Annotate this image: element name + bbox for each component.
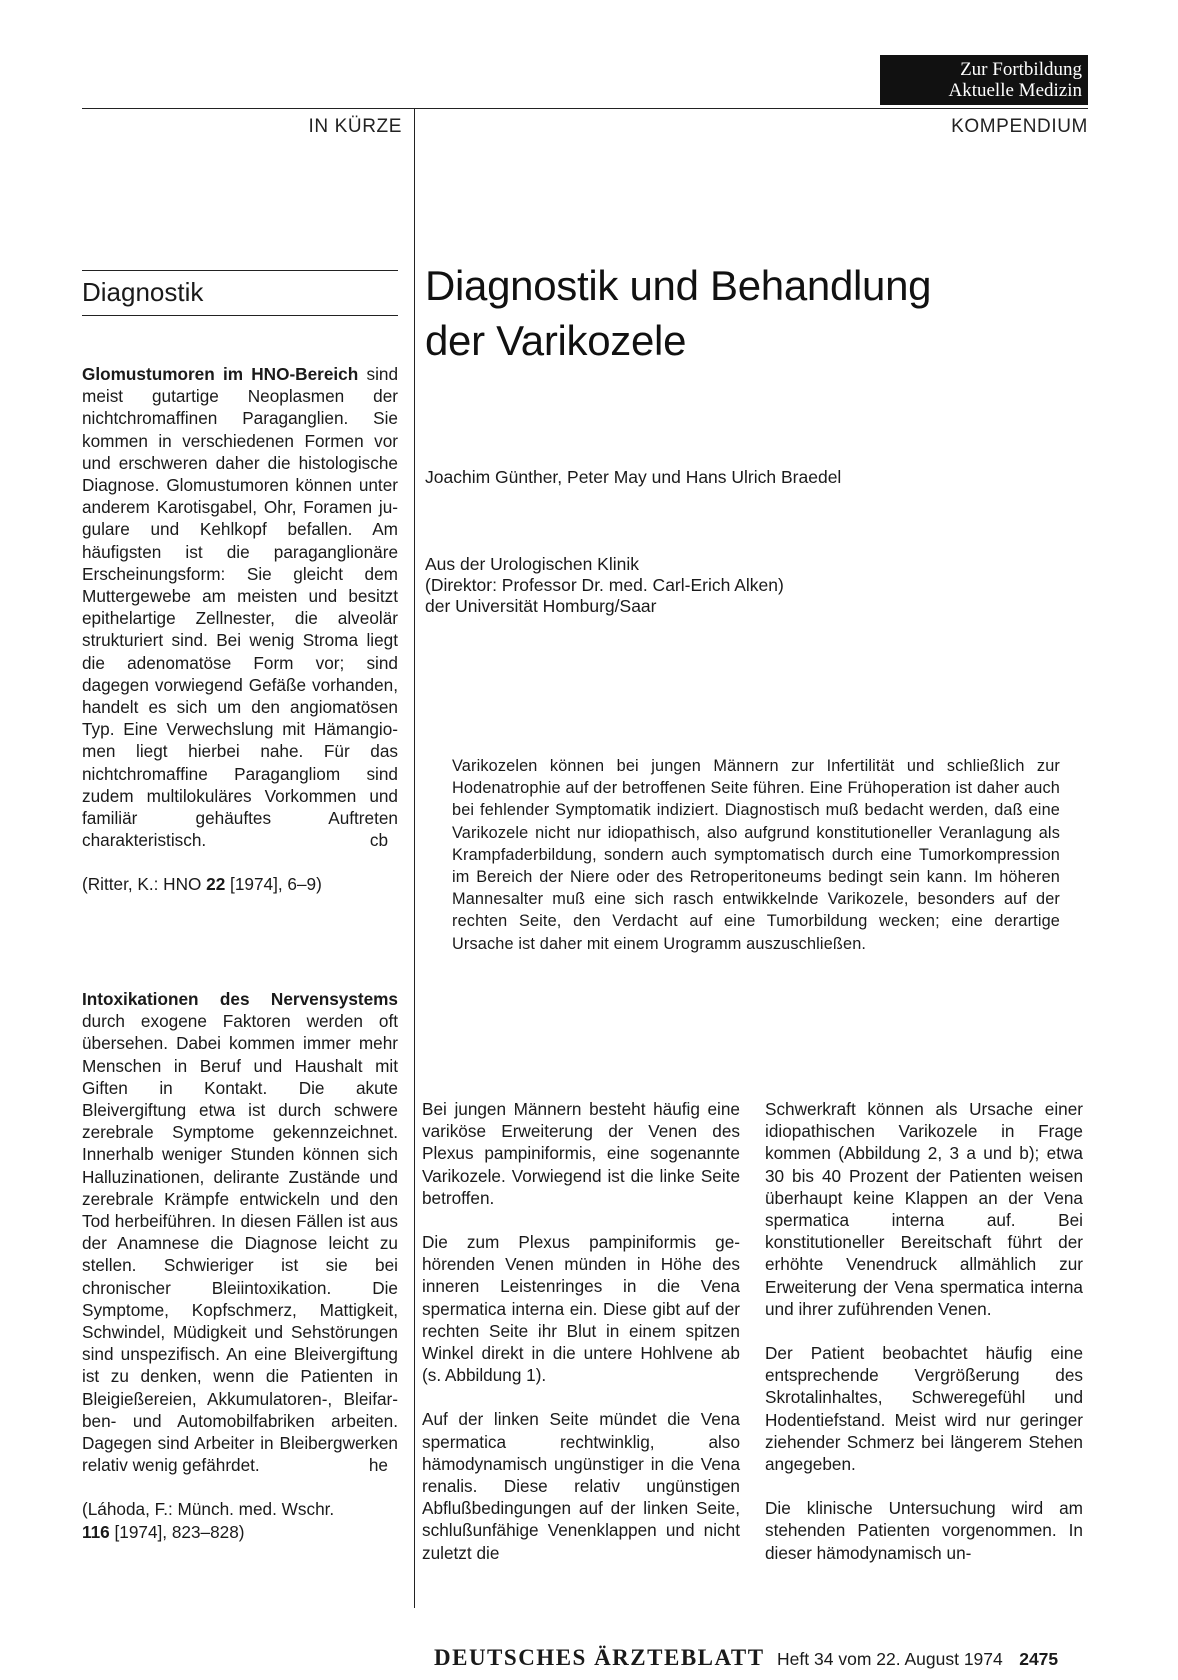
- paragraph: Schwerkraft können als Ursache einer idiopathischen Varikozele in Frage kommen (Abbildung 2, 3 a und b); etwa 30 bis 40 Prozent der Patienten weisen überhaupt keine Klappen an der Vena spermatica interna auf. Bei konstitutioneller Bereitschaft führt der erhöhte Venendruck allmählich zur Erweiterung der Vena spermatica interna und ihrer zuführenden Venen.: [765, 1099, 1083, 1319]
- article-title: [425, 258, 1125, 368]
- sidebar-item-body: [82, 363, 398, 851]
- sidebar-item-reference: (Láhoda, F.: Münch. med. Wschr. 116 [1974], 823–828): [82, 1499, 335, 1542]
- paragraph: Der Patient beobachtet häufig eine entsprechende Vergrößerung des Skrotalinhaltes, Schweregefühl und Hodentiefstand. Meist wird nur geringer ziehender Schmerz bei längerem Stehen angegeben.: [765, 1343, 1083, 1475]
- paragraph: Die klinische Untersuchung wird am stehenden Patienten vorgenommen. In dieser hämodynamisch un-: [765, 1498, 1083, 1563]
- issue-info: Heft 34 vom 22. August 1974: [777, 1649, 1003, 1669]
- sidebar-heading-rule-bottom: [82, 315, 398, 316]
- sidebar-item-reference: (Ritter, K.: HNO 22 [1974], 6–9): [82, 874, 322, 895]
- header-rule: [82, 108, 1088, 109]
- paragraph: Die zum Plexus pampiniformis gehörenden Venen münden in Höhe des inneren Leistenringes in die Vena spermatica interna ein. Diese gibt auf der rechten Seite ihr Blut in einem spitzen Winkel direkt in die untere Hohlvene ab (s. Abbildung 1).: [422, 1232, 740, 1386]
- page-number: 2475: [1019, 1649, 1059, 1669]
- paragraph: Auf der linken Seite mündet die Vena spermatica rechtwinklig, also hämodynamisch ungünstiger in die Vena renalis. Diese relativ ungünstigen Abflußbedingungen auf der linken Seite, schlußunfähige Venenklappen und nicht zuletzt die: [422, 1409, 740, 1563]
- page-footer: [434, 1645, 1058, 1671]
- sidebar-heading: Diagnostik: [82, 277, 204, 307]
- section-label-in-kuerze: IN KÜRZE: [308, 116, 402, 137]
- sidebar-heading-rule-top: [82, 270, 398, 271]
- sidebar-item-body: [82, 988, 398, 1476]
- sidebar-item-glomustumoren: [82, 363, 398, 896]
- article-affiliation: Aus der Urologischen Klinik (Direktor: Professor Dr. med. Carl-Erich Alken) der Universität Homburg/Saar: [425, 554, 784, 616]
- sidebar-item-author: he: [368, 1455, 388, 1476]
- reference-volume: 116: [82, 1521, 110, 1542]
- article-abstract: Varikozelen können bei jungen Männern zur Infertilität und schließlich zur Hodenatrophie auf der betroffenen Seite führen. Eine Frühoperation ist daher auch bei fehlender Symptomatik indiziert. Diagnostisch muß bedacht werden, daß eine Varikozele nicht nur idiopathisch, also aufgrund konstitutioneller Veranlagung als Krampfaderbildung, sondern auch symptomatisch durch eine Tumorkompression im Bereich der Niere oder des Retroperitoneums bedingt sein kann. Im höheren Mannesalter muß eine sich rasch entwikkelnde Varikozele, besonders auf der rechten Seite, den Verdacht auf eine Tumorbildung wecken; eine derartige Ursache ist daher mit einem Urogramm auszuschließen.: [452, 757, 1060, 953]
- article-title-line-2: der Varikozele: [425, 317, 687, 364]
- sidebar-item-text: durch exogene Faktoren werden oft übersehen. Dabei kommen immer mehr Menschen in Beruf und Haushalt mit Giften in Kontakt. Die akute Bleivergiftung etwa ist durch schwere zerebrale Symptome gekennzeichnet. Innerhalb weniger Stunden können sich Halluzinationen, delirante Zustände und zerebrale Krämpfe entwickeln und den Tod herbeiführen. In diesen Fällen ist aus der Anamnese die Diagnose leicht zu stellen. Schwieriger ist sie bei chronischer Bleiintoxikation. Die Symptome, Kopfschmerz, Mattigkeit, Schwindel, Müdigkeit und Sehstörungen sind unspezifisch. An eine Bleivergiftung ist zu denken, wenn die Patienten in Bleigießereien, Akkumulatoren-, Bleifarben- und Automobilfabriken arbeiten. Dagegen sind Arbeiter in Bleibergwerken relativ wenig gefährdet.: [82, 1011, 398, 1476]
- badge-line-2: Aktuelle Medizin: [948, 80, 1082, 101]
- sidebar-item-intoxikationen: [82, 988, 398, 1543]
- section-label-kompendium: KOMPENDIUM: [951, 116, 1088, 137]
- section-badge: [880, 55, 1088, 105]
- badge-line-1: Zur Fortbildung: [960, 59, 1082, 80]
- paragraph: Bei jungen Männern besteht häufig eine variköse Erweiterung der Venen des Plexus pampiniformis, eine sogenannte Varikozele. Vorwiegend ist die linke Seite betroffen.: [422, 1099, 740, 1208]
- sidebar-item-author: cb: [369, 830, 388, 851]
- article-column-right: [765, 1098, 1083, 1586]
- sidebar-item-lead: Glomustumoren im HNO-Bereich: [82, 364, 359, 384]
- sidebar-item-text: sind meist gutartige Neoplasmen der nichtchromaffinen Paraganglien. Sie kommen in verschiedenen Formen vor und erschweren daher die histologische Diagnose. Glomustumoren können unter anderem Karotisgabel, Ohr, Foramen jugulare und Kehlkopf befallen. Am häufigsten ist die paraganglionäre Erscheinungsform: Sie gleicht dem Muttergewebe am meisten und besitzt epithelartige Zellnester, die alveolär strukturiert sind. Bei wenig Stroma liegt die adenomatöse Form vor; sind dagegen vorwiegend Gefäße vorhanden, handelt es sich um den angiomatösen Typ. Eine Verwechslung mit Hämangiomen liegt hierbei nahe. Für das nichtchromaffine Paragangliom sind zudem multilokuläres Vorkommen und familiär gehäuftes Auftreten charakteristisch.: [82, 364, 398, 851]
- article-title-line-1: Diagnostik und Behandlung: [425, 262, 932, 309]
- journal-masthead: DEUTSCHES ÄRZTEBLATT: [434, 1645, 765, 1670]
- sidebar-item-lead: Intoxikationen des Nervensystems: [82, 989, 398, 1009]
- reference-volume: 22: [206, 874, 226, 895]
- article-column-middle: [422, 1098, 740, 1586]
- column-divider: [414, 108, 415, 1608]
- article-authors: Joachim Günther, Peter May und Hans Ulrich Braedel: [425, 467, 842, 487]
